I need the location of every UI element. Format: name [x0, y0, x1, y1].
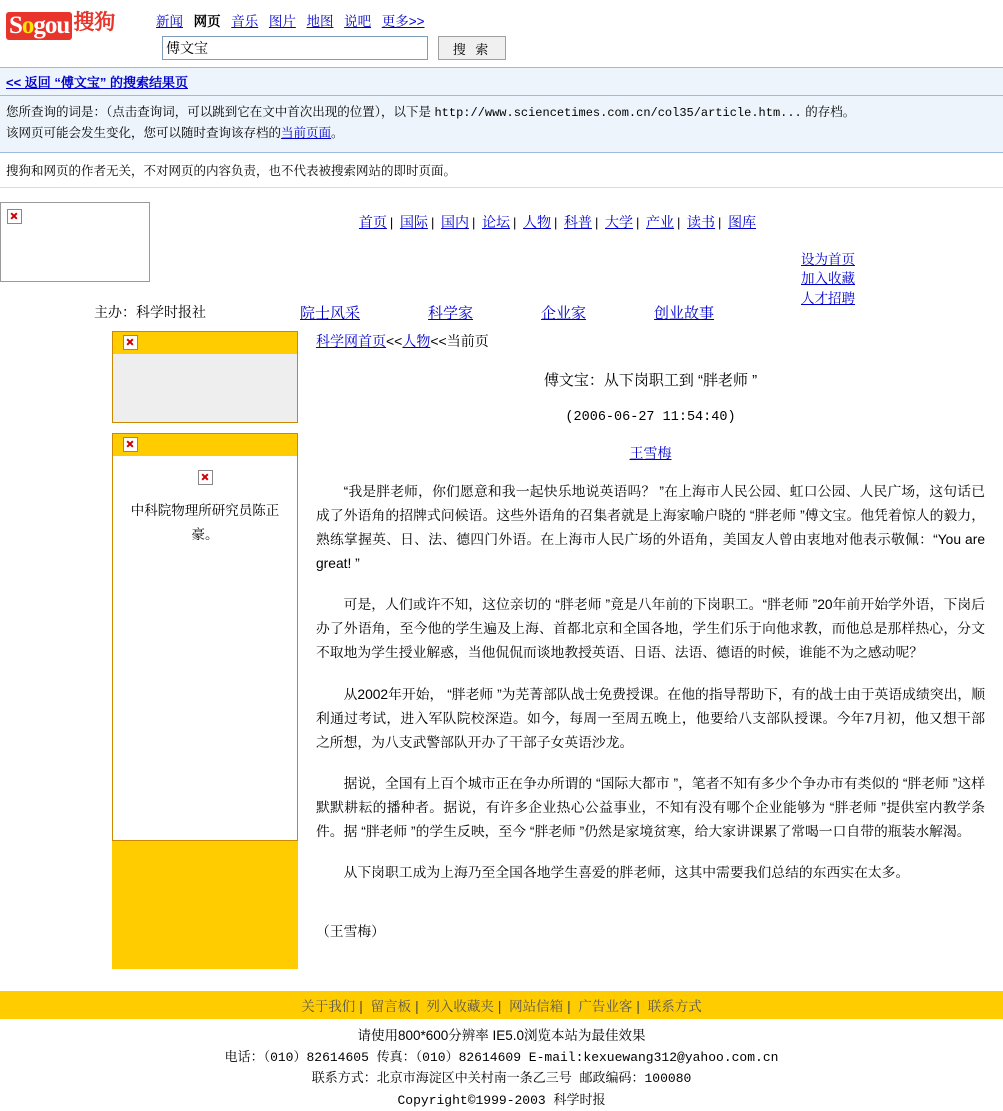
- sidebar-box-top: [112, 331, 298, 423]
- article-paragraph: 据说，全国有上百个城市正在争办所谓的 “国际大都市 ”，笔者不知有多少个争办市有类似的 “胖老师 ”这样默默耕耘的播种者。据说，有许多企业热心公益事业，不知有没有哪个企业能够为 “胖老师 ”提供室内教学条件。据 “胖老师 ”的学生反映，至今 “胖老师 ”仍然是家境贫寒，给大家讲课累了常喝一口自带的瓶装水解渴。: [316, 776, 985, 840]
- sidebar-box-top-body: [113, 354, 297, 422]
- site-host-label: 主办：科学时报社: [94, 303, 206, 320]
- article-paragraph: “我是胖老师，你们愿意和我一起快乐地说英语吗？ ”在上海市人民公园、虹口公园、人民广场，这句话已成了外语角的招牌式问候语。这些外语角的召集者就是上海家喻户晓的 “胖老师 ”傅文宝。他凭着惊人的毅力，熟练掌握英、日、法、德四门外语。在上海市人民广场的外语角，美国友人曾由衷地对他表示敬佩：“You are great! ”: [316, 483, 985, 572]
- add-favorite-link[interactable]: 加入收藏: [801, 271, 855, 287]
- archived-page: [0, 202, 1003, 1111]
- footer-resolution-note: 请使用800*600分辨率 IE5.0浏览本站为最佳效果: [357, 1027, 646, 1043]
- footer-sep: |: [415, 998, 419, 1014]
- site-menu-domestic[interactable]: 国内: [440, 213, 469, 230]
- broken-image-icon: [123, 437, 138, 452]
- sidebar-photo-caption: 中科院物理所研究员陈正豪。: [130, 502, 280, 542]
- channel-scientists[interactable]: 科学家: [428, 304, 474, 322]
- sogou-header: [0, 0, 1003, 67]
- site-menu-university[interactable]: 大学: [605, 213, 634, 230]
- footer-add-favorites[interactable]: 列入收藏夹: [426, 998, 494, 1014]
- topnav-images[interactable]: 图片: [268, 14, 296, 29]
- footer-guestbook[interactable]: 留言板: [370, 998, 412, 1014]
- site-menu-reading[interactable]: 读书: [687, 213, 716, 230]
- site-footer-info: [0, 1019, 1003, 1111]
- left-sidebar: [112, 331, 298, 969]
- topnav-music[interactable]: 音乐: [231, 14, 259, 29]
- cached-url: http://www.sciencetimes.com.cn/col35/article.htm...: [434, 106, 802, 120]
- footer-sep: |: [567, 998, 571, 1014]
- breadcrumb-people[interactable]: 人物: [402, 332, 431, 349]
- footer-sep: |: [497, 998, 502, 1014]
- topnav-web-current[interactable]: 网页: [193, 14, 221, 29]
- broken-image-icon: [7, 209, 22, 224]
- sogou-logo-mark: Sogou: [6, 12, 72, 40]
- sogou-logo[interactable]: [0, 4, 156, 40]
- footer-mailbox[interactable]: 网站信箱: [509, 998, 564, 1014]
- breadcrumb-current: 当前页: [446, 332, 489, 349]
- breadcrumb-sep-1: <<: [386, 332, 403, 349]
- footer-address: 联系方式：北京市海淀区中关村南一条乙三号 邮政编码：100080: [311, 1071, 692, 1087]
- topnav-map[interactable]: 地图: [306, 14, 334, 29]
- broken-image-icon: [198, 470, 213, 485]
- site-channel-nav: [300, 302, 1003, 323]
- cache-notice-line2: [6, 123, 997, 144]
- breadcrumb-home[interactable]: 科学网首页: [316, 332, 386, 349]
- site-menu-international[interactable]: 国际: [399, 213, 428, 230]
- footer-about[interactable]: 关于我们: [301, 998, 356, 1014]
- article-paragraph: 从下岗职工成为上海乃至全国各地学生喜爱的胖老师，这其中需要我们总结的东西实在太多。: [343, 865, 910, 881]
- search-input[interactable]: [162, 36, 428, 60]
- topnav-more[interactable]: 更多>>: [381, 14, 425, 29]
- site-menu-gallery[interactable]: 图库: [728, 213, 757, 230]
- cache-notice: [0, 96, 1003, 153]
- sidebar-yellow-filler: [112, 841, 298, 969]
- cache-notice-line1-post: 的存档。: [801, 105, 856, 119]
- sogou-topnav: [156, 4, 506, 30]
- footer-telephone: 电话：（010）82614605 传真：（010）82614609 E-mail:kexuewang312@yahoo.com.cn: [224, 1049, 779, 1065]
- footer-sep: |: [636, 998, 640, 1014]
- footer-advertising[interactable]: 广告业客: [578, 998, 633, 1014]
- topnav-news[interactable]: 新闻: [156, 14, 183, 29]
- search-button[interactable]: 搜 索: [438, 36, 506, 60]
- topnav-shuoba[interactable]: 说吧: [344, 14, 372, 29]
- site-menu-industry[interactable]: 产业: [646, 213, 675, 230]
- footer-copyright: Copyright©1999-2003 科学时报: [397, 1092, 606, 1108]
- article-author: [316, 443, 985, 463]
- broken-image-icon: [123, 335, 138, 350]
- article-container: [298, 331, 1003, 969]
- cache-notice-line2-pre: 该网页可能会发生变化，您可以随时查询该存档的: [6, 126, 282, 141]
- site-menu-science[interactable]: 科普: [564, 213, 592, 230]
- breadcrumb: [316, 331, 985, 351]
- cache-disclaimer: 搜狗和网页的作者无关，不对网页的内容负责，也不代表被搜索网站的即时页面。: [0, 153, 1003, 188]
- site-topmenu: 首页 | 国际 | 国内 | 论坛 | 人物 | 科普 | 大学 | 产业 | 读书 | 图库: [358, 213, 757, 230]
- site-footer-bar: [0, 991, 1003, 1019]
- corner-links: [801, 250, 855, 309]
- site-logo-area: [0, 202, 112, 282]
- back-to-results-bar: [0, 67, 1003, 96]
- jobs-link[interactable]: 人才招聘: [801, 290, 855, 306]
- breadcrumb-sep-2: <<: [430, 332, 447, 349]
- channel-entrepreneurs[interactable]: 企业家: [541, 304, 587, 322]
- article-date: (2006-06-27 11:54:40): [565, 409, 736, 425]
- article-title: 傅文宝：从下岗职工到 “胖老师 ”: [543, 371, 758, 389]
- footer-sep: |: [359, 998, 363, 1014]
- sidebar-box-photo-header: [113, 434, 297, 456]
- article-signature: （王雪梅）: [316, 923, 385, 939]
- article-paragraph: 可是，人们或许不知，这位亲切的 “胖老师 ”竟是八年前的下岗职工。“胖老师 ”20年前开始学外语，下岗后办了外语角，至今他的学生遍及上海、首都北京和全国各地，学生们乐于向他求教，而他总是那样热心，分文不取地为学生授业解惑，当他侃侃而谈地教授英语、日语、法语、德语的时候，谁能不为之感动呢？: [316, 597, 985, 661]
- cache-notice-line1-pre: 您所查询的词是：（点击查询词，可以跳到它在文中首次出现的位置），以下是: [6, 105, 435, 119]
- article-author-name: 王雪梅: [629, 444, 672, 461]
- site-menu-people[interactable]: 人物: [522, 213, 551, 230]
- footer-contact[interactable]: 联系方式: [647, 998, 702, 1014]
- cache-notice-line1: [6, 102, 997, 123]
- set-homepage-link[interactable]: 设为首页: [801, 251, 855, 267]
- site-menu-home[interactable]: 首页: [358, 213, 387, 230]
- cache-notice-line2-post: 。: [331, 126, 344, 141]
- sidebar-box-photo: [112, 433, 298, 841]
- article-paragraph: 从2002年开始， “胖老师 ”为芜菁部队战士免费授课。在他的指导帮助下，有的战士由于英语成绩突出，顺利通过考试，进入军队院校深造。如今，每周一至周五晚上，他要给八支部队授课。今年7月初，他又想干部之所想，为八支武警部队开办了干部子女英语沙龙。: [316, 686, 985, 750]
- back-to-results-link[interactable]: << 返回 “傅文宝” 的搜索结果页: [6, 75, 189, 90]
- site-menu-forum[interactable]: 论坛: [481, 213, 510, 230]
- channel-startup-stories[interactable]: 创业故事: [654, 304, 715, 322]
- channel-academicians[interactable]: 院士风采: [300, 304, 361, 322]
- sidebar-box-top-header: [113, 332, 297, 354]
- sogou-logo-word: 搜狗: [73, 10, 116, 34]
- current-page-link[interactable]: 当前页面: [281, 126, 332, 141]
- sidebar-box-photo-body: [113, 456, 297, 840]
